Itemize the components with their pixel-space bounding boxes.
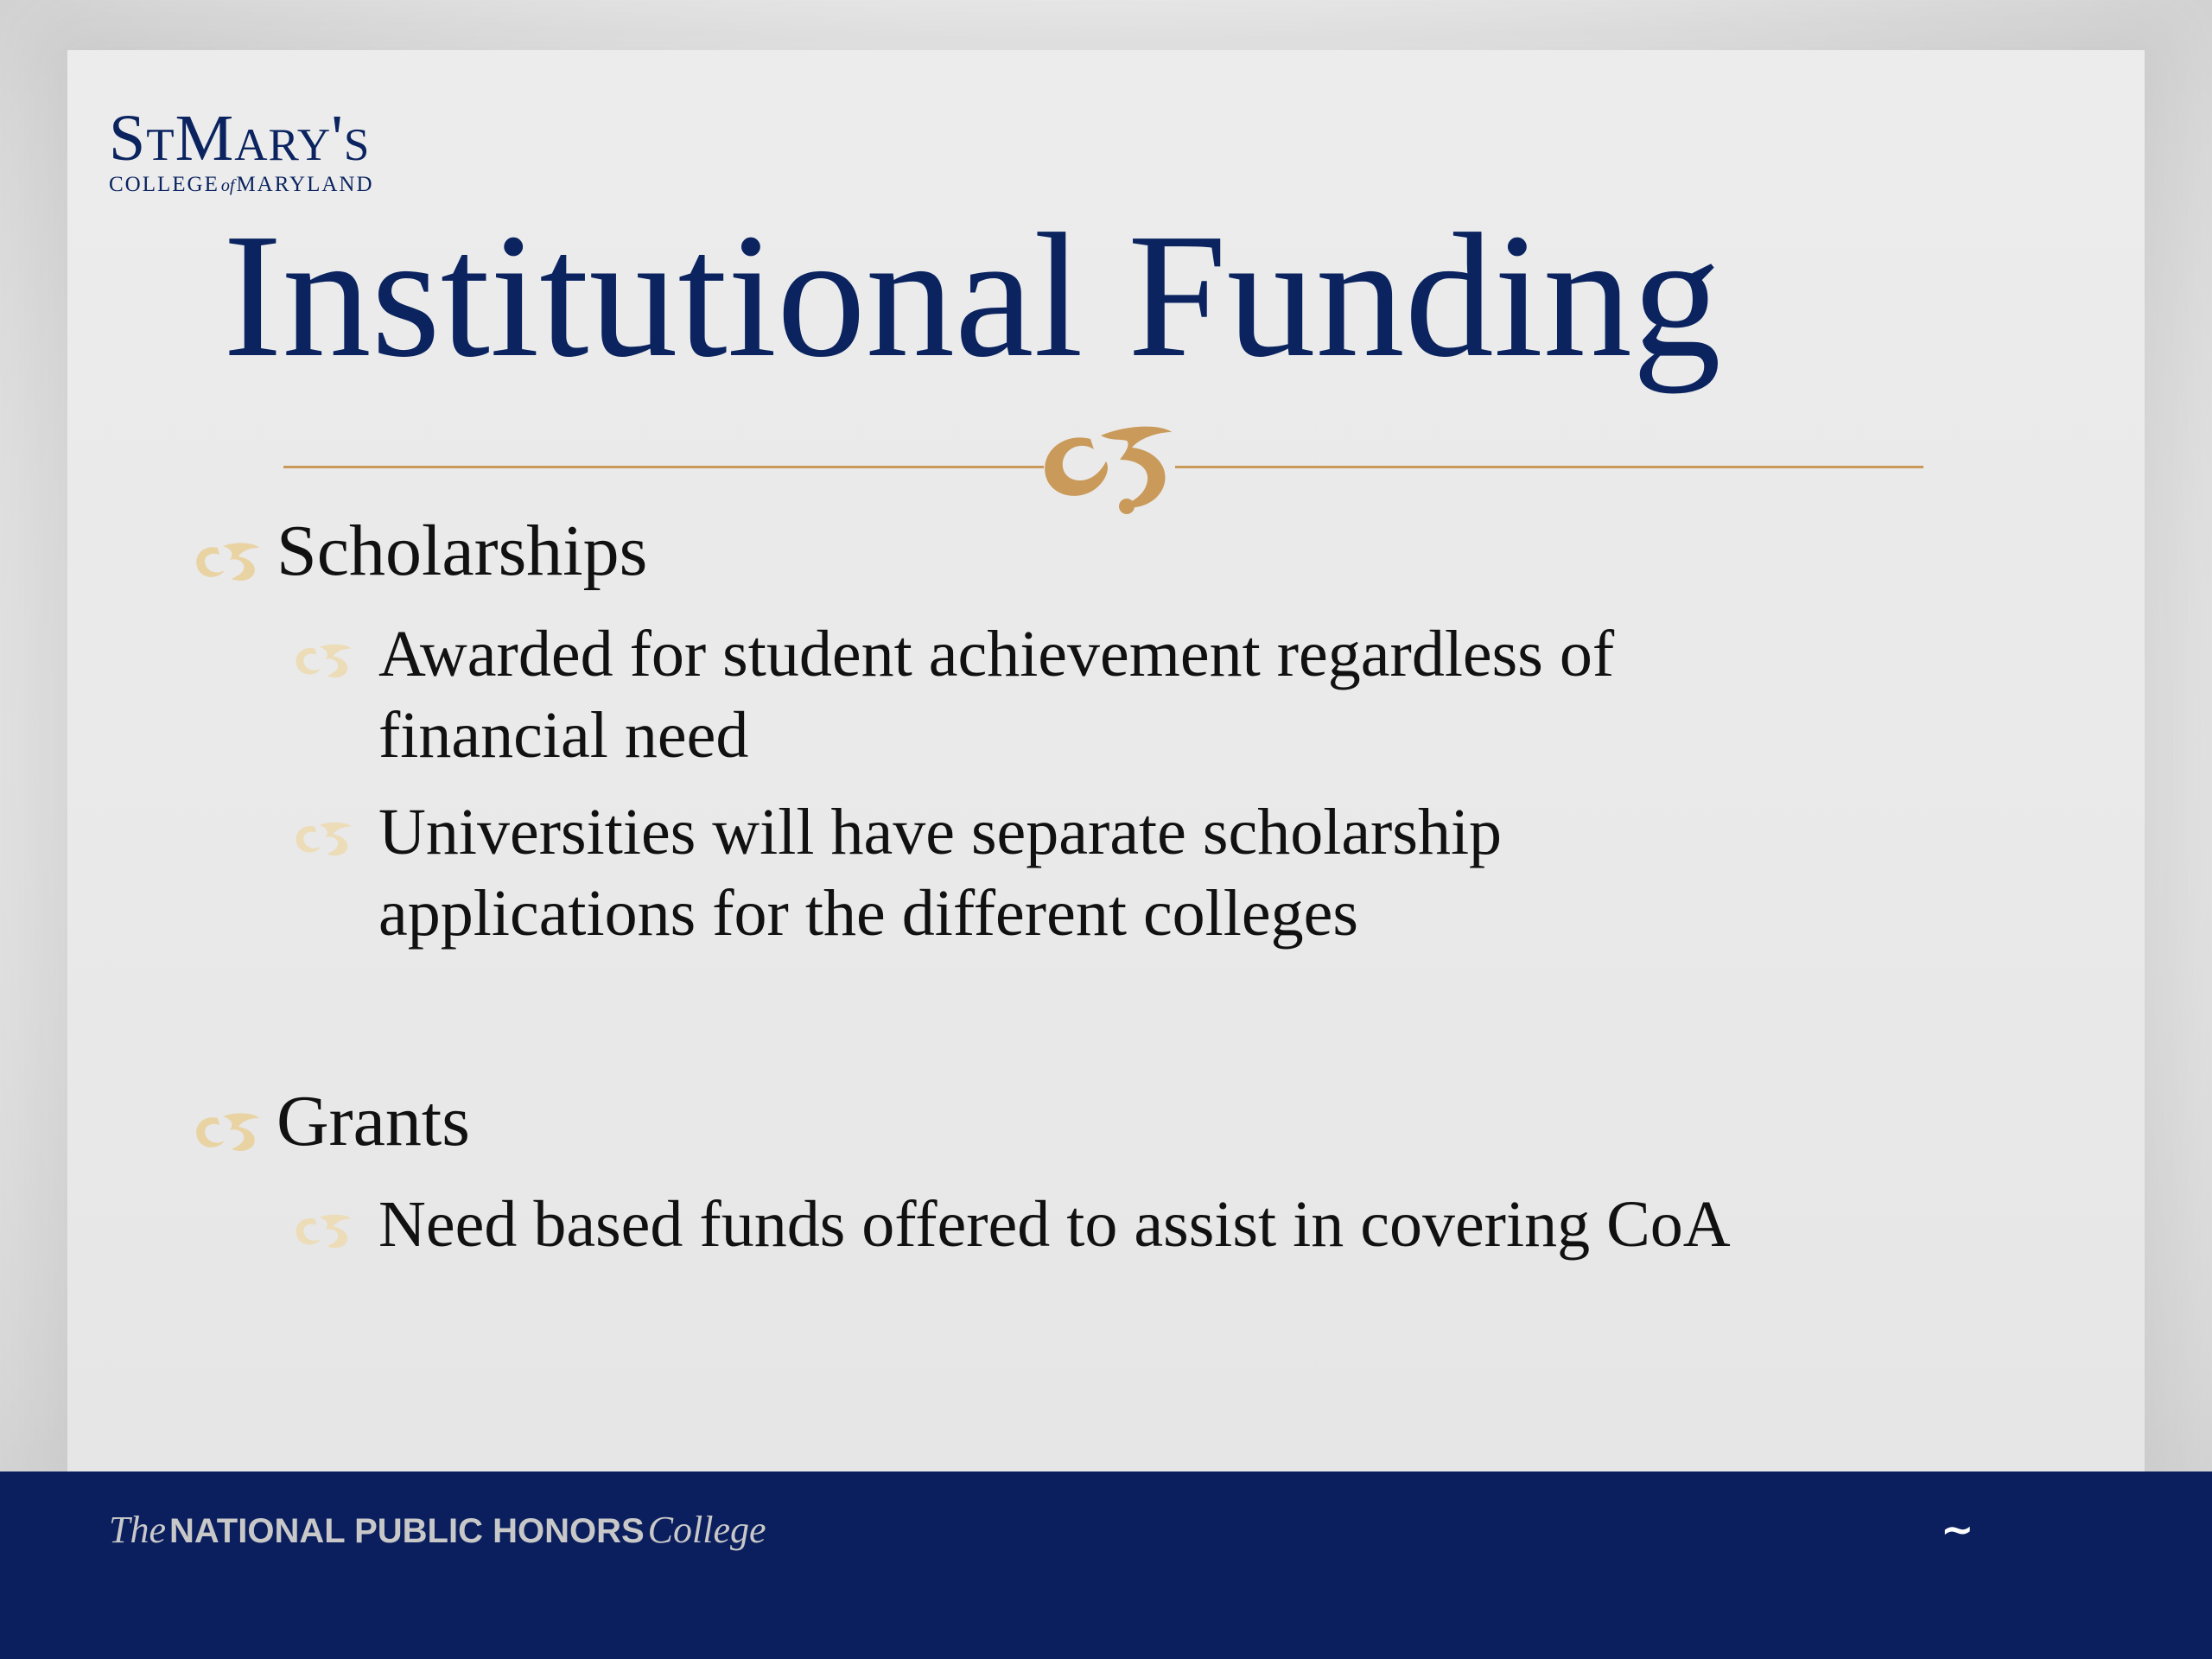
logo-sub-maryland: MARYLAND bbox=[236, 173, 374, 196]
footer-bar bbox=[0, 1471, 2212, 1659]
logo-sub-college: COLLEGE bbox=[109, 173, 219, 196]
logo-sub-of: of bbox=[220, 176, 235, 195]
bullet-grants-detail-1: Need based funds offered to assist in covering CoA bbox=[378, 1188, 1731, 1261]
bullet-scholarships: Scholarships bbox=[276, 511, 648, 591]
footer-page-marker: ~ bbox=[1941, 1506, 1974, 1553]
bullet-grants: Grants bbox=[276, 1081, 470, 1161]
divider-line-left bbox=[283, 466, 1044, 468]
bullet-scholarship-detail-1-line2: financial need bbox=[378, 699, 749, 772]
bullet-scholarship-detail-2-line2: applications for the different colleges bbox=[378, 877, 1358, 950]
divider-line-right bbox=[1175, 466, 1923, 468]
bullet-ornament-icon bbox=[292, 816, 356, 859]
bullet-ornament-icon bbox=[192, 536, 264, 584]
footer-national-public-honors: NATIONAL PUBLIC HONORS bbox=[169, 1512, 645, 1550]
flourish-ornament-icon bbox=[1030, 406, 1189, 518]
bullet-scholarship-detail-2-line1: Universities will have separate scholarship bbox=[378, 796, 1503, 868]
footer-college: College bbox=[647, 1509, 766, 1551]
logo-wordmark: StMary's bbox=[109, 102, 371, 175]
footer-the: The bbox=[109, 1509, 166, 1551]
bullet-ornament-icon bbox=[292, 638, 356, 681]
bullet-ornament-icon bbox=[192, 1106, 264, 1154]
bullet-scholarship-detail-1-line1: Awarded for student achievement regardless of bbox=[378, 618, 1615, 690]
logo-subtitle bbox=[109, 173, 374, 197]
footer-tagline bbox=[109, 1508, 766, 1552]
bullet-ornament-icon bbox=[292, 1208, 356, 1251]
college-logo bbox=[109, 102, 374, 197]
slide-title: Institutional Funding bbox=[223, 196, 1721, 394]
